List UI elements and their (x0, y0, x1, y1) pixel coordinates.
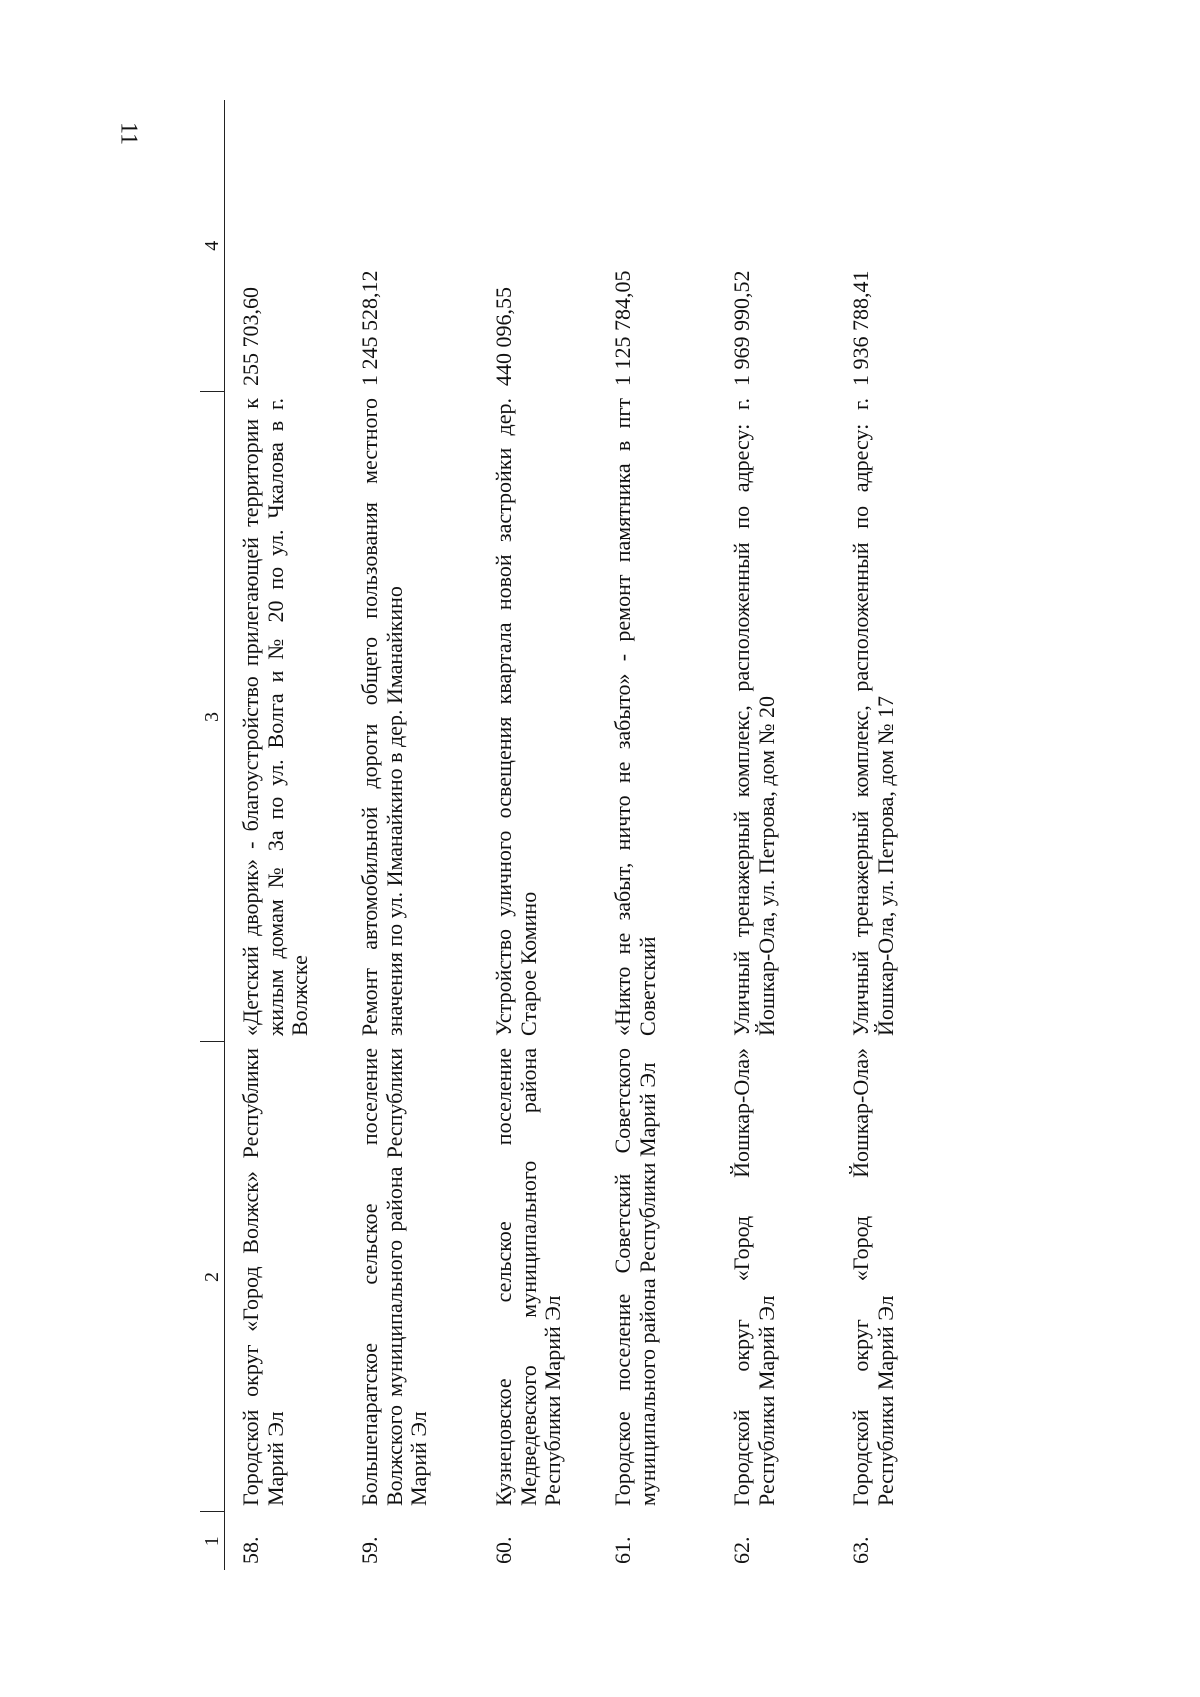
table-row (478, 100, 597, 1570)
column-header-1: 1 (200, 1512, 225, 1570)
row-number: 60. (491, 1536, 516, 1564)
amount-cell: 1 936 788,41 (848, 270, 873, 386)
column-header-3: 3 (200, 392, 225, 1042)
table-row (344, 100, 478, 1570)
amount-cell: 1 245 528,12 (357, 270, 382, 386)
recipient-cell: Городской округ «Город Йошкар-Ола» Республики Марий Эл (848, 1048, 898, 1506)
recipient-cell: Городской округ «Город Йошкар-Ола» Республики Марий Эл (729, 1048, 779, 1506)
table-row (835, 100, 954, 1570)
header-row (200, 100, 225, 1570)
grants-table (200, 100, 954, 1570)
recipient-cell: Кузнецовское сельское поселение Медведевского муниципального района Республики Марий Эл (491, 1048, 566, 1506)
table-row (716, 100, 835, 1570)
table-row (225, 100, 345, 1570)
amount-cell: 255 703,60 (238, 287, 263, 386)
project-cell: Устройство уличного освещения квартала новой застройки дер. Старое Комино (491, 398, 541, 1036)
row-number: 62. (729, 1536, 754, 1564)
recipient-cell: Городское поселение Советский Советского муниципального района Республики Марий Эл (610, 1048, 660, 1506)
project-cell: Ремонт автомобильной дороги общего пользования местного значения по ул. Иманайкино в дер. Иманайкино (357, 398, 407, 1036)
amount-cell: 1 125 784,05 (610, 270, 635, 386)
row-number: 63. (848, 1536, 873, 1564)
recipient-cell: Городской округ «Город Волжск» Республики Марий Эл (238, 1048, 288, 1506)
row-number: 61. (610, 1536, 635, 1564)
project-cell: «Детский дворик» - благоустройство прилегающей территории к жилым домам № 3а по ул. Волга и № 20 по ул. Чкалова в г. Волжске (238, 398, 313, 1036)
table-row (597, 100, 716, 1570)
project-cell: «Никто не забыт, ничто не забыто» - ремонт памятника в пгт Советский (610, 398, 660, 1036)
amount-cell: 440 096,55 (491, 287, 516, 386)
page-number: 11 (115, 121, 142, 146)
project-cell: Уличный тренажерный комплекс, расположенный по адресу: г. Йошкар-Ола, ул. Петрова, дом № 20 (729, 398, 779, 1036)
column-header-4: 4 (200, 100, 225, 392)
row-number: 59. (357, 1536, 382, 1564)
project-cell: Уличный тренажерный комплекс, расположенный по адресу: г. Йошкар-Ола, ул. Петрова, дом № 17 (848, 398, 898, 1036)
recipient-cell: Большепаратское сельское поселение Волжского муниципального района Республики Марий Эл (357, 1048, 432, 1506)
amount-cell: 1 969 990,52 (729, 270, 754, 386)
rotated-table-container (200, 100, 1040, 1570)
row-number: 58. (238, 1536, 263, 1564)
column-header-2: 2 (200, 1042, 225, 1512)
